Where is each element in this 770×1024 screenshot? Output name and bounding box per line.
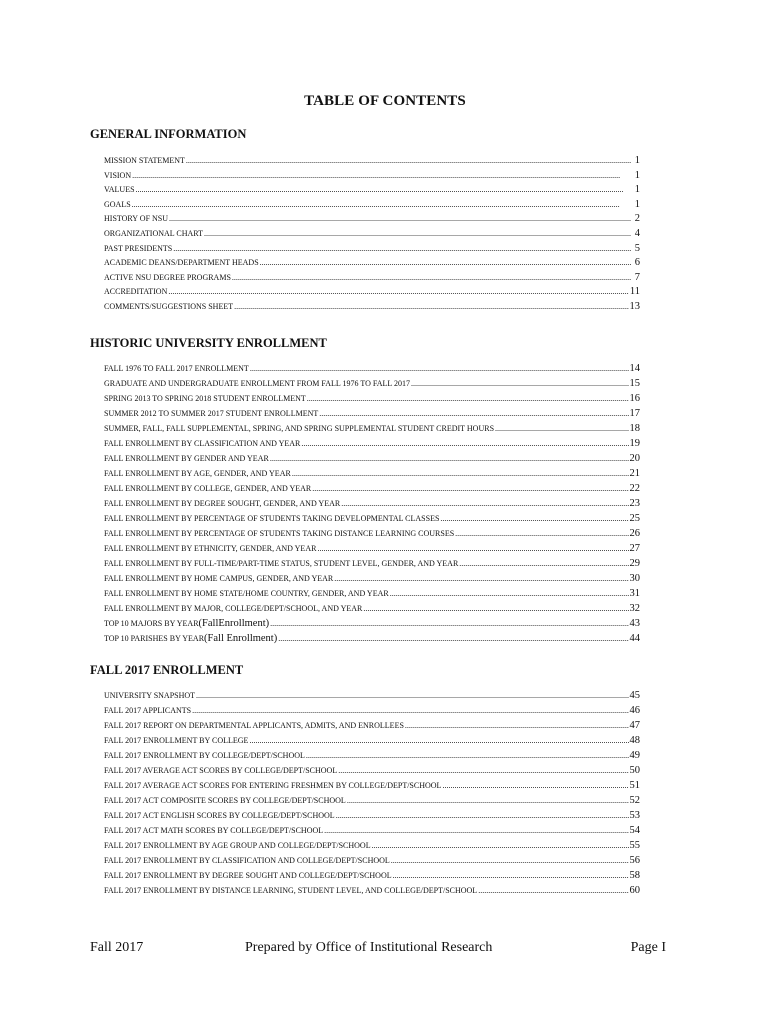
dot-leader (363, 601, 628, 616)
toc-entry[interactable] (104, 227, 640, 242)
dot-leader (136, 183, 631, 198)
toc-entry-title: FALL 2017 ENROLLMENT BY DISTANCE LEARNING, STUDENT LEVEL, AND COLLEGE/DEPT/SCHOOL (104, 886, 478, 895)
toc-entry-label (104, 271, 231, 286)
toc-entry[interactable] (104, 376, 640, 391)
toc-entry-page-number: 1 (634, 169, 640, 181)
toc-entry-label (104, 376, 410, 391)
toc-entry[interactable] (104, 242, 640, 257)
toc-entry-title: FALL 2017 REPORT ON DEPARTMENTAL APPLICANTS, ADMITS, AND ENROLLEES (104, 721, 404, 730)
toc-entry-title: VALUES (104, 185, 135, 195)
toc-entry-page-number: 6 (634, 257, 640, 269)
toc-entry-page-number: 5 (634, 242, 640, 254)
toc-entry-title: FALL 2017 ACT COMPOSITE SCORES BY COLLEGE/DEPT/SCHOOL (104, 796, 346, 805)
dot-leader (292, 466, 629, 481)
dot-leader (319, 406, 628, 421)
toc-entry-page-number: 1 (634, 184, 640, 196)
toc-entry[interactable] (104, 361, 640, 376)
toc-entry-page-number: 18 (629, 423, 640, 434)
toc-entry-title: FALL 2017 APPLICANTS (104, 706, 192, 715)
toc-entry-label (104, 748, 305, 763)
footer-term: Fall 2017 (90, 940, 144, 955)
toc-entry-page-number: 55 (629, 840, 640, 851)
section-historic-university-enrollment (90, 333, 640, 646)
dot-leader (196, 688, 628, 703)
toc-entry-title: ACADEMIC DEANS/DEPARTMENT HEADS (104, 258, 259, 268)
dot-leader (495, 421, 628, 436)
dot-leader (249, 733, 628, 748)
toc-entry[interactable] (104, 601, 640, 616)
toc-entry[interactable] (104, 703, 640, 718)
toc-entry-title: FALL 2017 ENROLLMENT BY AGE GROUP AND COLLEGE/DEPT/SCHOOL (104, 841, 371, 850)
dot-leader (459, 556, 628, 571)
toc-entry-label (104, 436, 300, 451)
toc-entry-title: FALL ENROLLMENT BY PERCENTAGE OF STUDENTS TAKING DEVELOPMENTAL CLASSES (104, 514, 440, 523)
toc-entry-label (104, 183, 135, 198)
dot-leader (168, 285, 629, 300)
toc-entry-page-number: 4 (634, 227, 640, 239)
toc-entry[interactable] (104, 853, 640, 868)
toc-entry-label (104, 300, 233, 315)
dot-leader (317, 541, 628, 556)
toc-entry[interactable] (104, 466, 640, 481)
dot-leader (132, 169, 631, 184)
toc-entry-title: GOALS (104, 199, 131, 209)
dot-leader (347, 793, 629, 808)
toc-entry[interactable] (104, 748, 640, 763)
toc-entry[interactable] (104, 763, 640, 778)
toc-entry-title: ACTIVE NSU DEGREE PROGRAMS (104, 272, 231, 282)
toc-entry-page-number: 23 (629, 498, 640, 509)
toc-entry-label (104, 541, 316, 556)
toc-entry[interactable] (104, 778, 640, 793)
toc-entry-label (104, 481, 311, 496)
toc-entry-title: FALL ENROLLMENT BY DEGREE SOUGHT, GENDER, AND YEAR (104, 499, 341, 508)
toc-entry-title: FALL ENROLLMENT BY HOME CAMPUS, GENDER, AND YEAR (104, 574, 334, 583)
toc-entry-page-number: 32 (629, 603, 640, 614)
toc-entry-label (104, 451, 269, 466)
dot-leader (132, 198, 631, 213)
toc-entry-title: SUMMER, FALL, FALL SUPPLEMENTAL, SPRING, AND SPRING SUPPLEMENTAL STUDENT CREDIT HOURS (104, 424, 495, 433)
toc-entry[interactable] (104, 285, 640, 300)
dot-leader (393, 868, 629, 883)
dot-leader (270, 451, 629, 466)
toc-entry-page-number: 20 (629, 453, 640, 464)
toc-entry-page-number: 15 (629, 378, 640, 389)
toc-entry-label (104, 242, 172, 257)
toc-entry-label (104, 466, 291, 481)
toc-entry-suffix: (Fall Enrollment) (204, 633, 278, 644)
toc-entry-title: FALL 2017 ACT ENGLISH SCORES BY COLLEGE/DEPT/SCHOOL (104, 811, 335, 820)
toc-entry-label (104, 154, 185, 169)
toc-entry[interactable] (104, 526, 640, 541)
section-fall-2017-enrollment (90, 660, 640, 898)
toc-entry[interactable] (104, 406, 640, 421)
toc-entry-title: FALL ENROLLMENT BY ETHNICITY, GENDER, AND YEAR (104, 544, 317, 553)
toc-entry-label (104, 823, 323, 838)
toc-entry-page-number: 1 (634, 198, 640, 210)
dot-leader (270, 616, 628, 631)
dot-leader (455, 526, 628, 541)
toc-entry-page-number: 56 (629, 855, 640, 866)
toc-entry-title: SPRING 2013 TO SPRING 2018 STUDENT ENROLLMENT (104, 394, 306, 403)
toc-entry[interactable] (104, 481, 640, 496)
dot-leader (186, 154, 631, 169)
toc-entry-page-number: 13 (629, 300, 640, 312)
toc-entry-page-number: 27 (629, 543, 640, 554)
dot-leader (341, 496, 628, 511)
dot-leader (192, 703, 628, 718)
toc-entry-label (104, 883, 477, 898)
toc-entry[interactable] (104, 436, 640, 451)
dot-leader (390, 586, 629, 601)
dot-leader (405, 718, 629, 733)
toc-entry-page-number: 29 (629, 558, 640, 569)
toc-entry-label (104, 526, 454, 541)
toc-entry[interactable] (104, 256, 640, 271)
toc-entry-title: FALL 2017 AVERAGE ACT SCORES BY COLLEGE/DEPT/SCHOOL (104, 766, 338, 775)
toc-entry[interactable] (104, 421, 640, 436)
toc-entry-page-number: 46 (629, 705, 640, 716)
toc-entry-label (104, 198, 131, 213)
toc-entry-suffix: (FallEnrollment) (198, 618, 270, 629)
toc-entry[interactable] (104, 718, 640, 733)
toc-entry-page-number: 50 (629, 765, 640, 776)
section-heading: HISTORIC UNIVERSITY ENROLLMENT (90, 336, 327, 350)
toc-entry[interactable] (104, 793, 640, 808)
toc-entry-page-number: 45 (629, 690, 640, 701)
page-title: TABLE OF CONTENTS (304, 93, 466, 109)
dot-leader (307, 391, 629, 406)
toc-entry-label (104, 808, 335, 823)
toc-entry-title: FALL ENROLLMENT BY AGE, GENDER, AND YEAR (104, 469, 291, 478)
dot-leader (232, 271, 631, 286)
toc-entry-label (104, 227, 203, 242)
dot-leader (411, 376, 628, 391)
toc-entry-title: FALL 2017 AVERAGE ACT SCORES FOR ENTERING FRESHMEN BY COLLEGE/DEPT/SCHOOL (104, 781, 442, 790)
toc-entry-title: FALL ENROLLMENT BY PERCENTAGE OF STUDENTS TAKING DISTANCE LEARNING COURSES (104, 529, 455, 538)
toc-entry[interactable] (104, 631, 640, 646)
toc-entry-page-number: 49 (629, 750, 640, 761)
toc-entry-title: FALL 2017 ENROLLMENT BY CLASSIFICATION AND COLLEGE/DEPT/SCHOOL (104, 856, 390, 865)
toc-entry-title: FALL ENROLLMENT BY HOME STATE/HOME COUNTRY, GENDER, AND YEAR (104, 589, 389, 598)
toc-entry-page-number: 51 (629, 780, 640, 791)
footer-prepared-by: Prepared by Office of Institutional Research (245, 940, 493, 955)
toc-entry-title: GRADUATE AND UNDERGRADUATE ENROLLMENT FROM FALL 1976 TO FALL 2017 (104, 379, 411, 388)
toc-entry[interactable] (104, 300, 640, 315)
toc-entry[interactable] (104, 616, 640, 631)
toc-entry-label (104, 601, 362, 616)
toc-entry-label (104, 763, 337, 778)
dot-leader (334, 571, 628, 586)
toc-entry-page-number: 47 (629, 720, 640, 731)
toc-entry-label (104, 421, 494, 436)
toc-entry-title: ORGANIZATIONAL CHART (104, 228, 203, 238)
toc-entry[interactable] (104, 556, 640, 571)
toc-entry-label (104, 778, 441, 793)
toc-entry-page-number: 22 (629, 483, 640, 494)
toc-entry[interactable] (104, 688, 640, 703)
toc-entry[interactable] (104, 496, 640, 511)
toc-entry-title: VISION (104, 170, 132, 180)
toc-entry[interactable] (104, 154, 640, 169)
toc-entry-label (104, 586, 389, 601)
dot-leader (440, 511, 628, 526)
toc-entry-page-number: 31 (629, 588, 640, 599)
toc-entry[interactable] (104, 391, 640, 406)
section-heading: FALL 2017 ENROLLMENT (90, 663, 244, 677)
toc-entry-page-number: 52 (629, 795, 640, 806)
toc-entry-title: TOP 10 MAJORS BY YEAR (104, 619, 199, 628)
dot-leader (306, 748, 629, 763)
section-heading: GENERAL INFORMATION (90, 127, 247, 141)
toc-entry-label (104, 793, 346, 808)
toc-entry-label (104, 556, 458, 571)
toc-entry-label (104, 868, 392, 883)
toc-entry-title: FALL ENROLLMENT BY COLLEGE, GENDER, AND YEAR (104, 484, 312, 493)
toc-entry-title: SUMMER 2012 TO SUMMER 2017 STUDENT ENROLLMENT (104, 409, 319, 418)
toc-list (90, 154, 640, 315)
toc-entry-label (104, 256, 259, 271)
toc-entry-label (104, 631, 277, 646)
dot-leader (250, 361, 629, 376)
toc-entry-page-number: 11 (629, 286, 640, 298)
toc-entry-title: HISTORY OF NSU (104, 214, 169, 224)
section-general-information (90, 124, 640, 315)
toc-entry-label (104, 361, 249, 376)
toc-entry-title: FALL 2017 ENROLLMENT BY DEGREE SOUGHT AND COLLEGE/DEPT/SCHOOL (104, 871, 392, 880)
toc-entry-label (104, 616, 269, 631)
toc-entry-label (104, 406, 318, 421)
toc-entry-label (104, 511, 439, 526)
dot-leader (173, 242, 631, 257)
toc-entry-label (104, 285, 167, 300)
toc-entry-page-number: 17 (629, 408, 640, 419)
toc-entry-page-number: 30 (629, 573, 640, 584)
toc-entry-title: FALL ENROLLMENT BY MAJOR, COLLEGE/DEPT/SCHOOL, AND YEAR (104, 604, 363, 613)
toc-entry-page-number: 60 (629, 885, 640, 896)
toc-entry-title: TOP 10 PARISHES BY YEAR (104, 634, 205, 643)
dot-leader (312, 481, 628, 496)
toc-entry-label (104, 733, 248, 748)
toc-entry[interactable] (104, 838, 640, 853)
dot-leader (336, 808, 629, 823)
toc-entry-label (104, 496, 340, 511)
toc-entry-label (104, 688, 195, 703)
dot-leader (324, 823, 628, 838)
toc-entry[interactable] (104, 541, 640, 556)
toc-entry-page-number: 14 (629, 363, 640, 374)
toc-entry-page-number: 26 (629, 528, 640, 539)
toc-entry-title: MISSION STATEMENT (104, 156, 185, 165)
dot-leader (338, 763, 628, 778)
toc-entry-label (104, 703, 191, 718)
dot-leader (234, 300, 628, 315)
toc-entry[interactable] (104, 183, 640, 198)
toc-entry-label (104, 838, 371, 853)
toc-entry[interactable] (104, 198, 640, 213)
toc-entry-label (104, 853, 390, 868)
toc-list (90, 361, 640, 646)
toc-entry-page-number: 58 (629, 870, 640, 881)
toc-entry-page-number: 48 (629, 735, 640, 746)
toc-entry-page-number: 1 (634, 155, 640, 166)
toc-entry[interactable] (104, 571, 640, 586)
toc-entry-page-number: 25 (629, 513, 640, 524)
toc-entry-title: PAST PRESIDENTS (104, 243, 173, 253)
dot-leader (301, 436, 628, 451)
toc-entry-page-number: 54 (629, 825, 640, 836)
dot-leader (260, 256, 631, 271)
dot-leader (372, 838, 629, 853)
toc-entry-title: FALL ENROLLMENT BY CLASSIFICATION AND YEAR (104, 439, 301, 448)
toc-entry[interactable] (104, 586, 640, 601)
toc-entry-title: FALL ENROLLMENT BY GENDER AND YEAR (104, 454, 269, 463)
toc-entry[interactable] (104, 868, 640, 883)
toc-entry-title: UNIVERSITY SNAPSHOT (104, 691, 196, 700)
toc-entry[interactable] (104, 212, 640, 227)
dot-leader (169, 212, 631, 227)
toc-entry-page-number: 16 (629, 393, 640, 404)
toc-entry-title: FALL 2017 ACT MATH SCORES BY COLLEGE/DEPT/SCHOOL (104, 826, 324, 835)
toc-entry-label (104, 391, 306, 406)
toc-entry[interactable] (104, 883, 640, 898)
toc-entry-label (104, 571, 333, 586)
toc-entry-title: FALL 2017 ENROLLMENT BY COLLEGE (104, 736, 249, 745)
toc-entry[interactable] (104, 511, 640, 526)
dot-leader (391, 853, 629, 868)
toc-entry[interactable] (104, 451, 640, 466)
dot-leader (442, 778, 628, 793)
footer-page-number: Page I (630, 940, 666, 955)
dot-leader (204, 227, 631, 242)
toc-entry[interactable] (104, 823, 640, 838)
toc-entry[interactable] (104, 169, 640, 184)
toc-entry-page-number: 21 (629, 468, 640, 479)
toc-entry-page-number: 44 (629, 633, 640, 644)
toc-entry-page-number: 2 (634, 213, 640, 225)
toc-entry-page-number: 43 (629, 618, 640, 629)
toc-entry[interactable] (104, 271, 640, 286)
page-footer (90, 940, 666, 962)
toc-entry-page-number: 19 (629, 438, 640, 449)
toc-list (90, 688, 640, 898)
toc-entry-title: FALL 2017 ENROLLMENT BY COLLEGE/DEPT/SCHOOL (104, 751, 305, 760)
toc-entry[interactable] (104, 808, 640, 823)
toc-entry-label (104, 718, 404, 733)
toc-entry[interactable] (104, 733, 640, 748)
toc-entry-title: COMMENTS/SUGGESTIONS SHEET (104, 301, 234, 311)
dot-leader (278, 631, 628, 646)
dot-leader (478, 883, 628, 898)
toc-entry-title: FALL ENROLLMENT BY FULL-TIME/PART-TIME STATUS, STUDENT LEVEL, GENDER, AND YEAR (104, 559, 459, 568)
toc-entry-label (104, 212, 168, 227)
toc-entry-title: FALL 1976 TO FALL 2017 ENROLLMENT (104, 364, 249, 373)
toc-entry-page-number: 53 (629, 810, 640, 821)
toc-entry-title: ACCREDITATION (104, 287, 168, 297)
toc-entry-label (104, 169, 131, 184)
toc-entry-page-number: 7 (634, 271, 640, 283)
